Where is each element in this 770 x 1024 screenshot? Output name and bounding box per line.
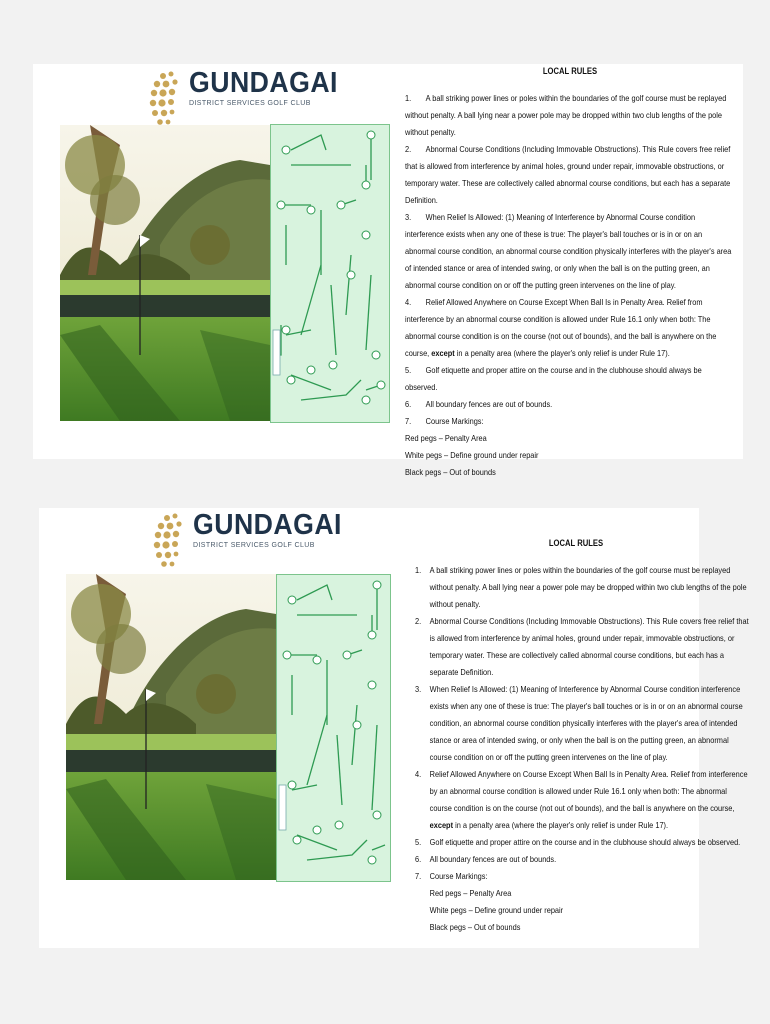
local-rules-page-1 bbox=[405, 64, 735, 481]
scorecard-page-1 bbox=[33, 64, 743, 477]
rule-1: 1. A ball striking power lines or poles within the boundaries of the golf course must be replayed without penalty. A ball lying near a power pole may be dropped within two club lengths of the pole without penalty. bbox=[405, 93, 727, 137]
course-map bbox=[276, 574, 391, 882]
logo-brand-text: GUNDAGAI bbox=[189, 67, 338, 99]
rule-5: 5. Golf etiquette and proper attire on the course and in the clubhouse should always be observed. bbox=[415, 837, 741, 847]
marking-red: Red pegs – Penalty Area bbox=[405, 433, 487, 443]
club-logo-2 bbox=[153, 510, 355, 574]
golf-ball-logo-icon bbox=[149, 68, 185, 132]
rule-7: 7. Course Markings: bbox=[405, 416, 484, 426]
rule-4: 4. Relief Allowed Anywhere on Course Except When Ball Is in Penalty Area. Relief from interference by an abnormal course condition is allowed under Rule 16.1 only when both: The abnormal course condition is on the course (not out of bounds), and the ball is anywhere on the course, except in a penalty area (where the player's only relief is under Rule 17). bbox=[415, 769, 748, 830]
rule-3: 3. When Relief Is Allowed: (1) Meaning of Interference by Abnormal Course condition interference exists when any one of these is true: The player's ball touches or is in or on an abnormal course condition, an abnormal course condition physically interferes with the player's area of intended stance or area of intended swing, or only when the ball is on the putting green, an abnormal course condition on or off the putting green intervenes on the line of play. bbox=[415, 684, 743, 762]
course-photo bbox=[60, 125, 270, 421]
marking-black: Black pegs – Out of bounds bbox=[429, 922, 521, 932]
rule-3: 3. When Relief Is Allowed: (1) Meaning of Interference by Abnormal Course condition interference exists when any one of these is true: The player's ball touches or is in or on an abnormal course condition, an abnormal course condition physically interferes with the player's area of intended stance or area of intended swing, or only when the ball is on the putting green, an abnormal course condition on or off the putting green intervenes on the line of play. bbox=[405, 212, 732, 290]
rule-5: 5. Golf etiquette and proper attire on the course and in the clubhouse should always be observed. bbox=[405, 365, 702, 392]
scorecard-page-2 bbox=[39, 508, 749, 948]
local-rules-title: LOCAL RULES bbox=[548, 538, 604, 548]
rule-2: 2. Abnormal Course Conditions (Including Immovable Obstructions). This Rule covers free relief that is allowed from interference by animal holes, ground under repair, immovable obstructions, or temporary water. These are collectively called abnormal course conditions, but each has a separate Definition. bbox=[405, 144, 731, 205]
rule-6: 6. All boundary fences are out of bounds. bbox=[415, 854, 557, 864]
rule-2: 2. Abnormal Course Conditions (Including Immovable Obstructions). This Rule covers free relief that is allowed from interference by animal holes, ground under repair, immovable obstructions, or temporary water. These are collectively called abnormal course conditions, but each has a separate Definition. bbox=[415, 616, 749, 677]
marking-red: Red pegs – Penalty Area bbox=[429, 888, 512, 898]
logo-subtitle: DISTRICT SERVICES GOLF CLUB bbox=[189, 100, 311, 107]
golf-ball-logo-icon bbox=[153, 510, 189, 574]
marking-black: Black pegs – Out of bounds bbox=[405, 467, 496, 477]
logo-brand-text: GUNDAGAI bbox=[193, 509, 342, 541]
logo-subtitle: DISTRICT SERVICES GOLF CLUB bbox=[193, 542, 315, 549]
club-logo bbox=[149, 68, 351, 132]
marking-white: White pegs – Define ground under repair bbox=[429, 905, 564, 915]
local-rules-title: LOCAL RULES bbox=[542, 66, 598, 76]
rule-1: 1. A ball striking power lines or poles within the boundaries of the golf course must be replayed without penalty. A ball lying near a power pole may be dropped within two club lengths of the pole without penalty. bbox=[415, 565, 747, 609]
rule-7: 7. Course Markings: bbox=[415, 871, 488, 881]
rule-4: 4. Relief Allowed Anywhere on Course Except When Ball Is in Penalty Area. Relief from interference by an abnormal course condition is allowed under Rule 16.1 only when both: The abnormal course condition is on the course (not out of bounds), and the ball is anywhere on the course, except in a penalty area (where the player's only relief is under Rule 17). bbox=[405, 297, 717, 358]
rule-6: 6. All boundary fences are out of bounds. bbox=[405, 399, 553, 409]
course-photo bbox=[66, 574, 276, 880]
local-rules-page-2 bbox=[415, 538, 749, 936]
course-map bbox=[270, 124, 390, 423]
marking-white: White pegs – Define ground under repair bbox=[405, 450, 539, 460]
